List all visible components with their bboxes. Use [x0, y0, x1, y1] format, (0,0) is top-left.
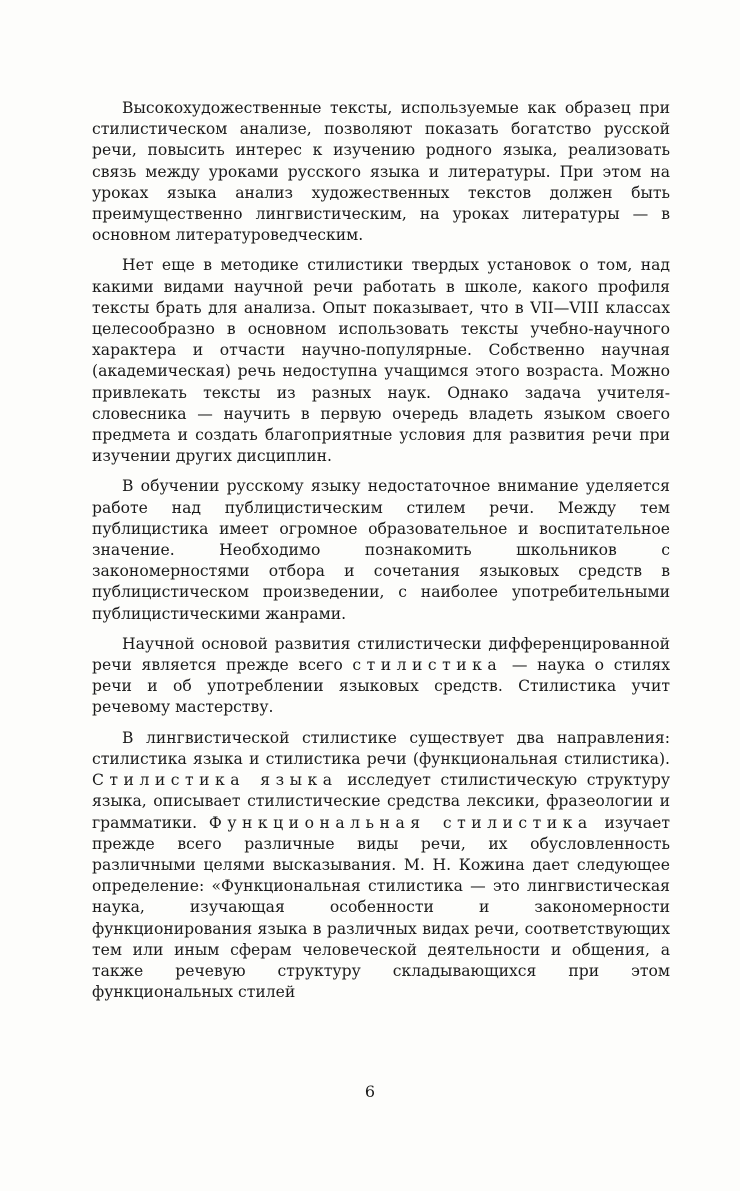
- paragraph-5: [92, 728, 670, 1004]
- paragraph-4: [92, 634, 670, 719]
- page-number: 6: [364, 1082, 376, 1101]
- paragraph-5-text-b: исследует стилистическую структуру языка, описывает стилистические средства лексики, фразеологии и грамматики.: [92, 771, 670, 832]
- paragraph-3: В обучении русскому языку недостаточное внимание уделяется работе над публицистическим стилем речи. Между тем публицистика имеет огромное образовательное и воспитательное значение. Необходимо познакомить школьников с закономерностями отбора и сочетания языковых средств в публицистическом произведении, с наиболее употребительными публицистическими жанрами.: [92, 477, 670, 623]
- emphasis-stilistika-yazyka: Стилистика языка: [92, 771, 338, 790]
- paragraph-2: Нет еще в методике стилистики твердых установок о том, над какими видами научной речи работать в школе, какого профиля тексты брать для анализа. Опыт показывает, что в VII—VIII классах целесообразно в основном использовать тексты учебно-научного характера и отчасти научно-популярные. Собственно научная (академическая) речь недоступна учащимся этого возраста. Можно привлекать тексты из разных наук. Однако задача учителя-словесника — научить в первую очередь владеть языком своего предмета и создать благоприятные условия для развития речи при изучении других дисциплин.: [92, 256, 670, 466]
- paragraph-4-text-b: — наука о стилях речи и об употреблении языковых средств. Стилистика учит речевому мастерству.: [92, 656, 671, 717]
- paragraph-5-text-a: В лингвистической стилистике существует два направления: стилистика языка и стилистика речи (функциональная стилистика).: [92, 728, 670, 768]
- emphasis-funktsionalnaya-stilistika: Функциональная стилистика: [208, 813, 593, 832]
- paragraph-5-text-c: изучает прежде всего различные виды речи, их обусловленность различными целями высказывания. М. Н. Кожина дает следующее определение: «Функциональная стилистика — это лингвистическая наука, изучающая особенности и закономерности функционирования языка в различных видах речи, соответствующих тем или иным сферам человеческой деятельности и общения, а также речевую структуру складывающихся при этом функциональных стилей: [92, 813, 670, 1002]
- paragraph-1: Высокохудожественные тексты, используемые как образец при стилистическом анализе, позволяют показать богатство русской речи, повысить интерес к изучению родного языка, реализовать связь между уроками русского языка и литературы. При этом на уроках языка анализ художественных текстов должен быть преимущественно лингвистическим, на уроках литературы — в основном литературоведческим.: [92, 99, 670, 245]
- emphasis-stilistika: стилистика: [352, 656, 503, 675]
- paragraph-4-text-a: Научной основой развития стилистически дифференцированной речи является прежде всего: [92, 634, 670, 675]
- body-text: [92, 98, 670, 1012]
